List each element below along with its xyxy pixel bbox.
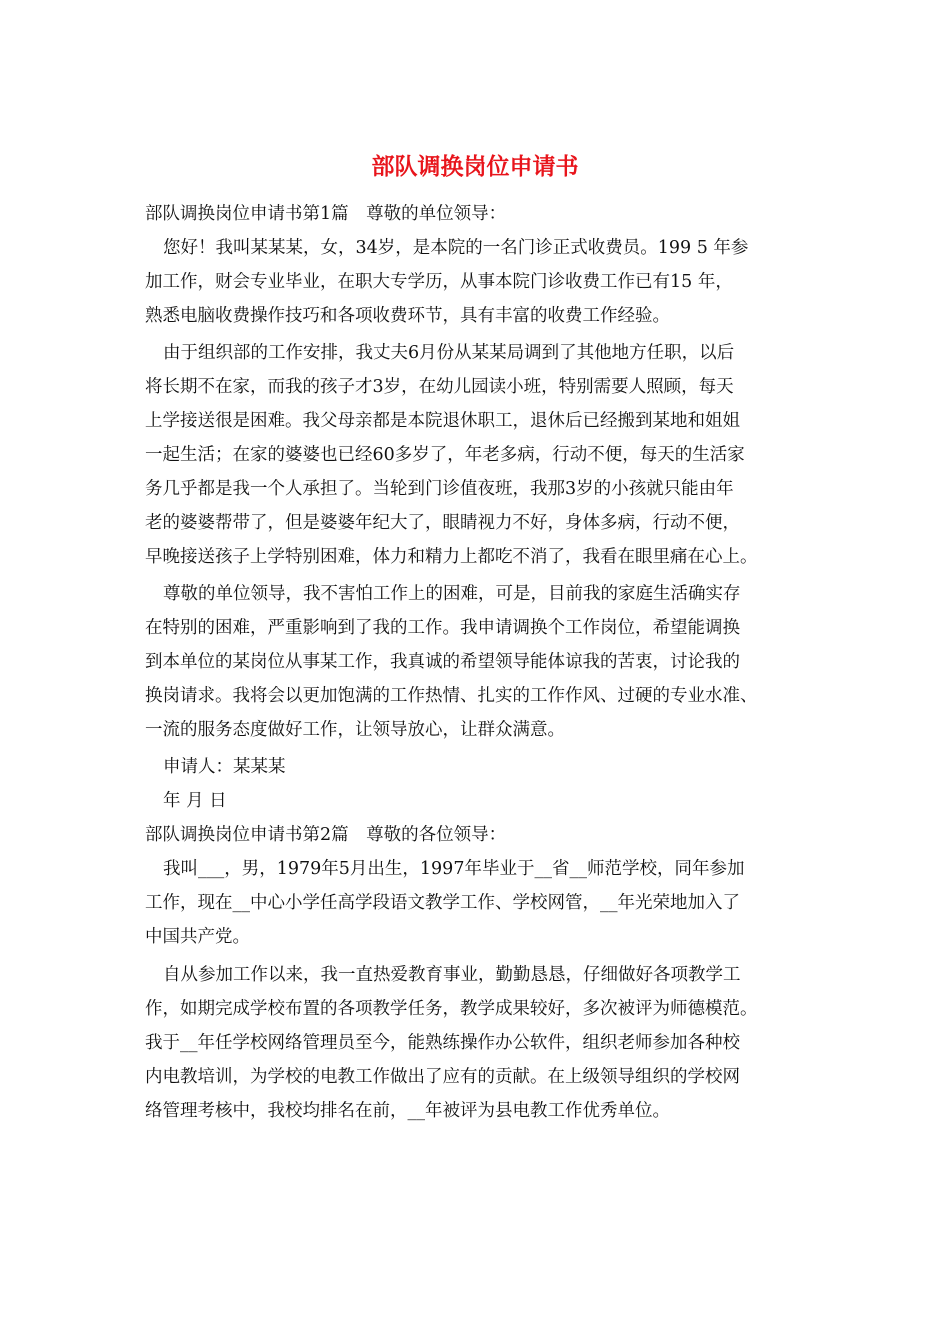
paragraph-line: 一起生活；在家的婆婆也已经60多岁了，年老多病，行动不便，每天的生活家 <box>145 445 745 465</box>
paragraph-line: 一流的服务态度做好工作，让领导放心，让群众满意。 <box>145 720 565 740</box>
document-body <box>145 197 810 1128</box>
paragraph-line: 作，如期完成学校布置的各项教学任务，教学成果较好，多次被评为师德模范。 <box>145 999 758 1019</box>
paragraph-line: 您好！我叫某某某，女，34岁，是本院的一名门诊正式收费员。199 5 年参 <box>163 238 749 258</box>
paragraph-line: 将长期不在家，而我的孩子才3岁，在幼儿园读小班，特别需要人照顾，每天 <box>145 377 734 397</box>
paragraph-line: 熟悉电脑收费操作技巧和各项收费环节，具有丰富的收费工作经验。 <box>145 306 670 326</box>
section-heading-2: 部队调换岗位申请书第2篇 尊敬的各位领导： <box>145 825 507 845</box>
section-heading-1: 部队调换岗位申请书第1篇 尊敬的单位领导： <box>145 204 507 224</box>
paragraph-line: 早晚接送孩子上学特别困难，体力和精力上都吃不消了，我看在眼里痛在心上。 <box>145 547 758 567</box>
paragraph-line: 我于__年任学校网络管理员至今，能熟练操作办公软件，组织老师参加各种校 <box>145 1033 740 1053</box>
paragraph-line: 换岗请求。我将会以更加饱满的工作热情、扎实的工作作风、过硬的专业水准、 <box>145 686 758 706</box>
paragraph-line: 中国共产党。 <box>145 927 250 947</box>
paragraph-line: 由于组织部的工作安排，我丈夫6月份从某某局调到了其他地方任职，以后 <box>163 343 735 363</box>
paragraph-line: 到本单位的某岗位从事某工作，我真诚的希望领导能体谅我的苦衷，讨论我的 <box>145 652 740 672</box>
paragraph-line: 我叫___，男，1979年5月出生，1997年毕业于__省__师范学校，同年参加 <box>163 859 745 879</box>
date-line: 年 月 日 <box>163 791 227 811</box>
paragraph-line: 尊敬的单位领导，我不害怕工作上的困难，可是，目前我的家庭生活确实存 <box>163 584 741 604</box>
applicant-line: 申请人：某某某 <box>163 757 286 777</box>
paragraph-line: 自从参加工作以来，我一直热爱教育事业，勤勤恳恳，仔细做好各项教学工 <box>163 965 741 985</box>
paragraph-line: 络管理考核中，我校均排名在前，__年被评为县电教工作优秀单位。 <box>145 1101 670 1121</box>
document-title: 部队调换岗位申请书 <box>371 153 579 180</box>
paragraph-line: 工作，现在__中心小学任高学段语文教学工作、学校网管，__年光荣地加入了 <box>145 893 740 913</box>
paragraph-line: 在特别的困难，严重影响到了我的工作。我申请调换个工作岗位，希望能调换 <box>145 618 740 638</box>
paragraph-line: 内电教培训，为学校的电教工作做出了应有的贡献。在上级领导组织的学校网 <box>145 1067 740 1087</box>
paragraph-line: 加工作，财会专业毕业，在职大专学历，从事本院门诊收费工作已有15 年， <box>145 272 733 292</box>
paragraph-line: 务几乎都是我一个人承担了。当轮到门诊值夜班，我那3岁的小孩就只能由年 <box>145 479 734 499</box>
paragraph-line: 老的婆婆帮带了，但是婆婆年纪大了，眼睛视力不好，身体多病，行动不便， <box>145 513 740 533</box>
paragraph-line: 上学接送很是困难。我父母亲都是本院退休职工，退休后已经搬到某地和姐姐 <box>145 411 740 431</box>
